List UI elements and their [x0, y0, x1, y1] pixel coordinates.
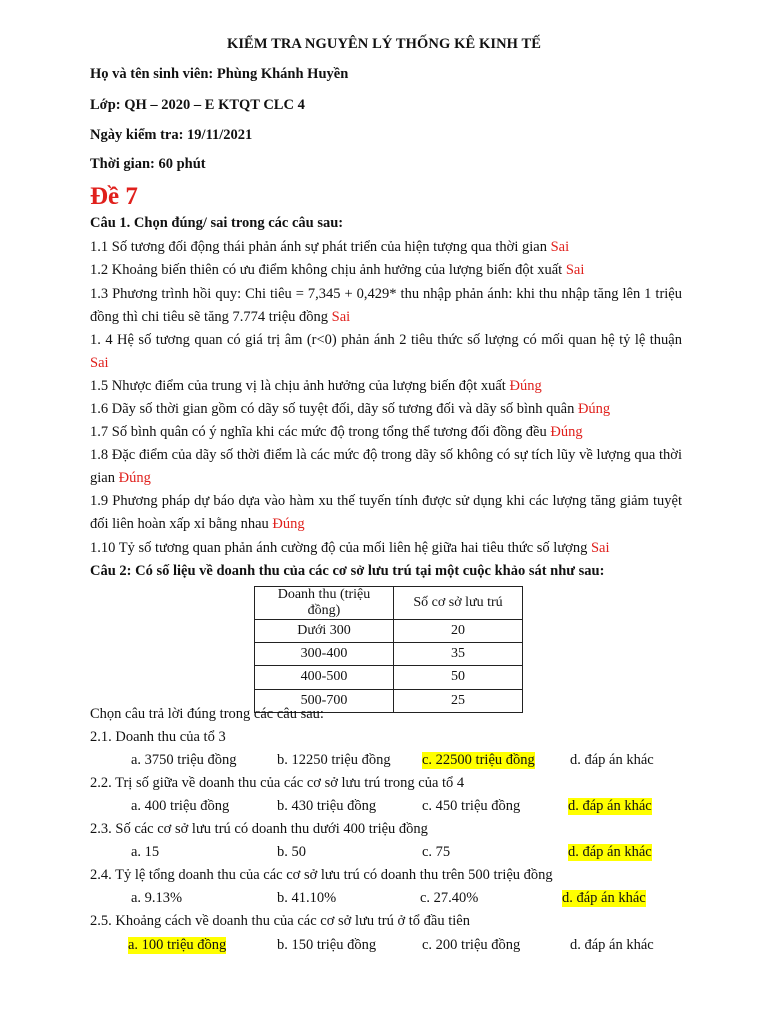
- mc-option: b. 41.10%: [277, 890, 337, 906]
- tf-item: 1.1 Số tương đối động thái phản ánh sự phát triển của hiện tượng qua thời gian Sai: [90, 239, 570, 255]
- tf-item: 1.2 Khoảng biến thiên có ưu điểm không chịu ảnh hưởng của lượng biến đột xuất Sai: [90, 262, 585, 278]
- section-2-title: Câu 2: Có số liệu về doanh thu của các cơ sở lưu trú tại một cuộc khảo sát như sau:: [90, 563, 605, 579]
- tf-item: 1.8 Đặc điểm của dãy số thời điểm là các mức độ trong dãy số không có sự tích lũy về lượng qua thời gian Đúng: [90, 447, 682, 486]
- table-row: [255, 666, 523, 689]
- mc-option: d. đáp án khác: [570, 752, 654, 768]
- mc-option: b. 50: [277, 844, 306, 860]
- answer-label: Đúng: [550, 424, 583, 440]
- answer-label: Đúng: [509, 378, 542, 394]
- mc-option-highlighted: a. 100 triệu đồng: [128, 937, 227, 953]
- mc-option: b. 12250 triệu đồng: [277, 752, 391, 768]
- tf-item: 1.10 Tỷ số tương quan phản ánh cường độ của mối liên hệ giữa hai tiêu thức số lượng Sai: [90, 540, 610, 556]
- table-cell: 25: [394, 689, 523, 712]
- table-cell: 35: [394, 643, 523, 666]
- mc-option: a. 3750 triệu đồng: [131, 752, 237, 768]
- student-name: Họ và tên sinh viên: Phùng Khánh Huyền: [90, 66, 349, 82]
- tf-item: 1.9 Phương pháp dự báo dựa vào hàm xu thế tuyến tính được sử dụng khi các lượng tăng giảm tuyệt đối liên hoàn xấp xỉ bằng nhau Đúng: [90, 493, 682, 532]
- exam-date: Ngày kiểm tra: 19/11/2021: [90, 127, 253, 143]
- answer-label: Đúng: [118, 469, 151, 486]
- answer-label: Sai: [565, 262, 585, 278]
- mc-question: 2.1. Doanh thu của tổ 3: [90, 729, 226, 745]
- table-row: [255, 620, 523, 643]
- mc-option: c. 200 triệu đồng: [422, 937, 521, 953]
- table-cell: 20: [394, 620, 523, 643]
- table-header-cell: Doanh thu (triệu đồng): [255, 587, 394, 620]
- table-cell: 300-400: [255, 643, 394, 666]
- tf-item: 1.5 Nhược điểm của trung vị là chịu ảnh hưởng của lượng biến đột xuất Đúng: [90, 378, 542, 394]
- exam-code: Đề 7: [90, 183, 138, 210]
- mc-option: c. 75: [422, 844, 451, 860]
- mc-question: 2.2. Trị số giữa về doanh thu của các cơ sở lưu trú trong của tổ 4: [90, 775, 465, 791]
- answer-label: Đúng: [577, 401, 611, 417]
- table-header-row: [255, 587, 523, 620]
- answer-label: Sai: [331, 308, 351, 325]
- mc-question: 2.5. Khoảng cách về doanh thu của các cơ sở lưu trú ở tổ đầu tiên: [90, 913, 470, 929]
- table-cell: 50: [394, 666, 523, 689]
- table-cell: 500-700: [255, 689, 394, 712]
- revenue-table: [254, 586, 523, 713]
- answer-label: Sai: [90, 354, 109, 371]
- mc-option: a. 15: [131, 844, 160, 860]
- mc-option-highlighted: d. đáp án khác: [568, 798, 652, 814]
- mc-question: 2.3. Số các cơ sở lưu trú có doanh thu dưới 400 triệu đồng: [90, 821, 428, 837]
- mc-question: 2.4. Tỷ lệ tổng doanh thu của các cơ sở lưu trú có doanh thu trên 500 triệu đồng: [90, 867, 553, 883]
- answer-label: Sai: [590, 540, 610, 556]
- mc-option: c. 27.40%: [420, 890, 479, 906]
- class-name: Lớp: QH – 2020 – E KTQT CLC 4: [90, 97, 305, 113]
- answer-label: Sai: [550, 239, 570, 255]
- instruction-text: Chọn câu trả lời đúng trong các câu sau:: [90, 706, 324, 722]
- answer-label: Đúng: [272, 515, 305, 532]
- mc-option-highlighted: c. 22500 triệu đồng: [422, 752, 535, 768]
- table-cell: 400-500: [255, 666, 394, 689]
- mc-option: c. 450 triệu đồng: [422, 798, 521, 814]
- mc-option-highlighted: d. đáp án khác: [568, 844, 652, 860]
- tf-item: 1.3 Phương trình hồi quy: Chi tiêu = 7,345 + 0,429* thu nhập phản ánh: khi thu nhập tăng lên 1 triệu đồng thì chi tiêu sẽ tăng 7.774 triệu đồng Sai: [90, 286, 682, 325]
- mc-option: b. 150 triệu đồng: [277, 937, 377, 953]
- mc-option: d. đáp án khác: [570, 937, 654, 953]
- mc-option: a. 9.13%: [131, 890, 183, 906]
- mc-option-highlighted: d. đáp án khác: [562, 890, 646, 906]
- table-header-cell: Số cơ sở lưu trú: [394, 587, 523, 620]
- exam-duration: Thời gian: 60 phút: [90, 156, 206, 172]
- mc-option: a. 400 triệu đồng: [131, 798, 230, 814]
- tf-item: 1.7 Số bình quân có ý nghĩa khi các mức độ trong tổng thể tương đối đồng đều Đúng: [90, 424, 583, 440]
- table-cell: Dưới 300: [255, 620, 394, 643]
- exam-title: KIỂM TRA NGUYÊN LÝ THỐNG KÊ KINH TẾ: [226, 36, 542, 52]
- tf-item: 1.6 Dãy số thời gian gồm có dãy số tuyệt đối, dãy số tương đối và dãy số bình quân Đúng: [90, 401, 611, 417]
- tf-item: 1. 4 Hệ số tương quan có giá trị âm (r<0) phản ánh 2 tiêu thức số lượng có mối quan hệ tỷ lệ thuận Sai: [90, 332, 682, 371]
- section-1-title: Câu 1. Chọn đúng/ sai trong các câu sau:: [90, 215, 344, 231]
- table-row: [255, 643, 523, 666]
- mc-option: b. 430 triệu đồng: [277, 798, 377, 814]
